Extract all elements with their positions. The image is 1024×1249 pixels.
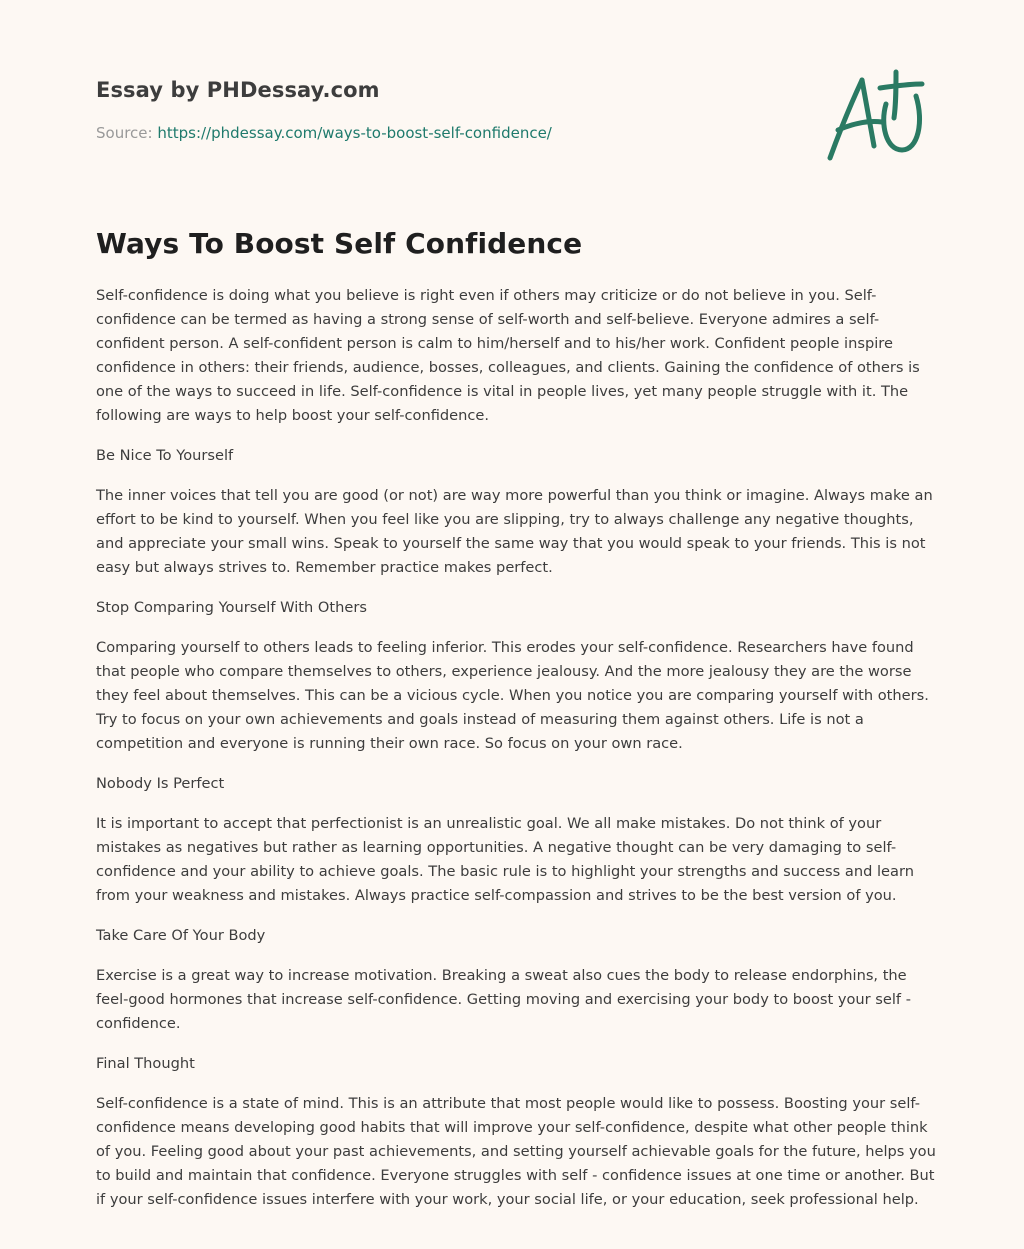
source-link[interactable]: https://phdessay.com/ways-to-boost-self-confidence/: [157, 124, 552, 142]
section-heading: Be Nice To Yourself: [96, 447, 234, 464]
section-heading: Take Care Of Your Body: [96, 927, 266, 944]
section-text: Exercise is a great way to increase motivation. Breaking a sweat also cues the body to release endorphins, the feel-good hormones that increase self-confidence. Getting moving and exercising your body to boost your self - confidence.: [96, 967, 911, 1032]
section-text: Comparing yourself to others leads to feeling inferior. This erodes your self-confidence. Researchers have found that people who compare themselves to others, experience jealousy. And the more jealousy they are the worse they feel about themselves. This can be a vicious cycle. When you notice you are comparing yourself with others. Try to focus on your own achievements and goals instead of measuring them against others. Life is not a competition and everyone is running their own race. So focus on your own race.: [96, 639, 929, 752]
section-text: Self-confidence is a state of mind. This is an attribute that most people would like to possess. Boosting your self-confidence means developing good habits that will improve your self-confidence, despite what other people think of you. Feeling good about your past achievements, and setting yourself achievable goals for the future, helps you to build and maintain that confidence. Everyone struggles with self - confidence issues at one time or another. But if your self-confidence issues interfere with your work, your social life, or your education, seek professional help.: [96, 1095, 936, 1208]
essay-body: [96, 284, 936, 1228]
section-heading: Final Thought: [96, 1055, 195, 1072]
site-brand: Essay by PHDessay.com: [96, 78, 380, 102]
section-text: The inner voices that tell you are good (or not) are way more powerful than you think or imagine. Always make an effort to be kind to yourself. When you feel like you are slipping, try to always challenge any negative thoughts, and appreciate your small wins. Speak to yourself the same way that you would speak to your friends. This is not easy but always strives to. Remember practice makes perfect.: [96, 487, 933, 576]
source-label: Source:: [96, 124, 158, 142]
a-plus-logo-icon: [824, 66, 928, 166]
essay-intro: Self-confidence is doing what you believe is right even if others may criticize or do not believe in you. Self-confidence can be termed as having a strong sense of self-worth and self-believe. Everyone admires a self-confident person. A self-confident person is calm to him/herself and to his/her work. Confident people inspire confidence in others: their friends, audience, bosses, colleagues, and clients. Gaining the confidence of others is one of the ways to succeed in life. Self-confidence is vital in people lives, yet many people struggle with it. The following are ways to help boost your self-confidence.: [96, 287, 920, 424]
section-heading: Nobody Is Perfect: [96, 775, 225, 792]
source-line: [96, 123, 552, 143]
section-heading: Stop Comparing Yourself With Others: [96, 599, 367, 616]
section-text: It is important to accept that perfectionist is an unrealistic goal. We all make mistakes. Do not think of your mistakes as negatives but rather as learning opportunities. A negative thought can be very damaging to self-confidence and your ability to achieve goals. The basic rule is to highlight your strengths and success and learn from your weakness and mistakes. Always practice self-compassion and strives to be the best version of you.: [96, 815, 914, 904]
essay-title: Ways To Boost Self Confidence: [96, 227, 583, 260]
